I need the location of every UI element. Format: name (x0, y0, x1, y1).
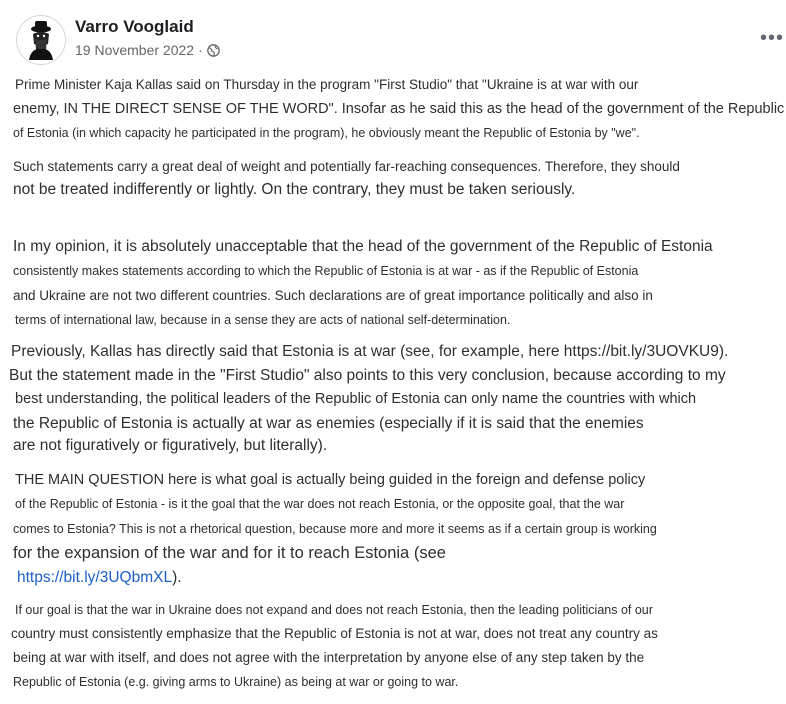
post-text-line: and Ukraine are not two different countries. Such declarations are of great importance politically and also in (13, 288, 653, 303)
post-text-line: country must consistently emphasize that the Republic of Estonia is not at war, does not treat any country as (11, 626, 658, 641)
post-text-line: Such statements carry a great deal of weight and potentially far-reaching consequences. Therefore, they should (13, 159, 680, 174)
post-text-line: Republic of Estonia (e.g. giving arms to Ukraine) as being at war or going to war. (13, 675, 459, 689)
post-text-line: comes to Estonia? This is not a rhetorical question, because more and more it seems as if a certain group is working (13, 522, 657, 536)
post-text-line: for the expansion of the war and for it to reach Estonia (see (13, 544, 446, 562)
link-suffix: ). (172, 569, 182, 586)
globe-icon[interactable] (207, 44, 220, 57)
post-date[interactable]: 19 November 2022 (75, 42, 195, 58)
post-text-line: But the statement made in the "First Studio" also points to this very conclusion, because according to my (9, 367, 726, 384)
more-dots-icon[interactable]: ••• (760, 27, 785, 49)
author-name[interactable]: Varro Vooglaid (75, 17, 194, 36)
post-text-line: In my opinion, it is absolutely unacceptable that the head of the government of the Republic of Estonia (13, 238, 713, 255)
post-text-line: THE MAIN QUESTION here is what goal is actually being guided in the foreign and defense policy (15, 472, 646, 488)
post-text-line: best understanding, the political leaders of the Republic of Estonia can only name the countries with which (15, 391, 697, 407)
post-text-line: enemy, IN THE DIRECT SENSE OF THE WORD". Insofar as he said this as the head of the government of the Republic (13, 101, 785, 117)
post-text-line: not be treated indifferently or lightly. On the contrary, they must be taken seriously. (13, 181, 576, 198)
post-meta (75, 42, 220, 58)
post-text-line: of Estonia (in which capacity he participated in the program), he obviously meant the Republic of Estonia by "we". (13, 126, 640, 140)
post-text-line: being at war with itself, and does not agree with the interpretation by anyone else of any step taken by the (13, 650, 645, 665)
post-text-line: of the Republic of Estonia - is it the goal that the war does not reach Estonia, or the opposite goal, that the war (15, 497, 625, 511)
post-text-line: the Republic of Estonia is actually at war as enemies (especially if it is said that the enemies (13, 415, 644, 432)
post-text-line: consistently makes statements according to which the Republic of Estonia is at war - as if the Republic of Estonia (13, 264, 639, 278)
post-text-line: are not figuratively or figuratively, but literally). (13, 437, 328, 454)
post-text-line: terms of international law, because in a sense they are acts of national self-determination. (15, 313, 511, 327)
post-text-line: Prime Minister Kaja Kallas said on Thursday in the program "First Studio" that "Ukraine is at war with our (15, 77, 639, 92)
meta-separator: · (198, 42, 203, 58)
avatar[interactable] (16, 15, 66, 65)
post-text-line: If our goal is that the war in Ukraine does not expand and does not reach Estonia, then the leading politicians of our (15, 603, 653, 617)
post-link-line (17, 569, 182, 587)
avatar-figure-icon (17, 16, 65, 64)
post-link[interactable]: https://bit.ly/3UQbmXL (17, 569, 173, 586)
post-text-line: Previously, Kallas has directly said that Estonia is at war (see, for example, here https://bit.ly/3UOVKU9). (11, 343, 729, 360)
